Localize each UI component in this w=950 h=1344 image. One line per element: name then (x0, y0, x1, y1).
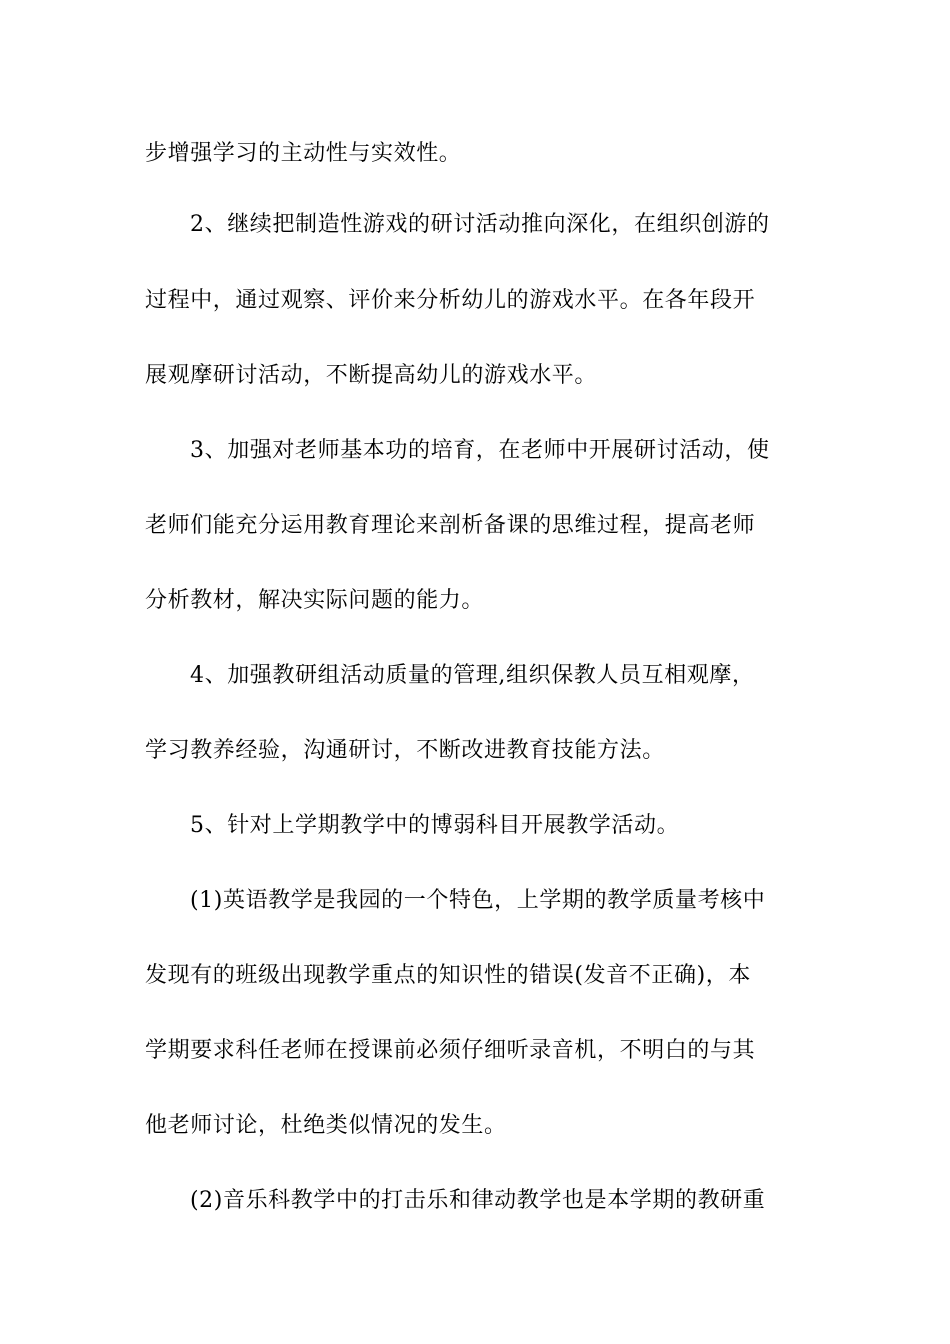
paragraph-6-line-4: 他老师讨论，杜绝类似情况的发生。 (145, 1113, 507, 1138)
paragraph-3-line-1: 3、加强对老师基本功的培育，在老师中开展研讨活动，使 (190, 438, 770, 463)
paragraph-6-line-1: (1)英语教学是我园的一个特色，上学期的教学质量考核中 (190, 888, 766, 913)
paragraph-4-line-2: 学习教养经验，沟通研讨，不断改进教育技能方法。 (145, 738, 665, 763)
paragraph-2-line-2: 过程中，通过观察、评价来分析幼儿的游戏水平。在各年段开 (145, 288, 756, 313)
paragraph-2-line-1: 2、继续把制造性游戏的研讨活动推向深化，在组织创游的 (190, 212, 770, 237)
paragraph-3-line-3: 分析教材，解决实际问题的能力。 (145, 588, 485, 613)
text-line-1: 步增强学习的主动性与实效性。 (145, 141, 462, 166)
paragraph-5-line-1: 5、针对上学期教学中的博弱科目开展教学活动。 (190, 813, 680, 838)
paragraph-3-line-2: 老师们能充分运用教育理论来剖析备课的思维过程，提高老师 (145, 513, 756, 538)
paragraph-7-line-1: (2)音乐科教学中的打击乐和律动教学也是本学期的教研重 (190, 1188, 766, 1213)
paragraph-6-line-2: 发现有的班级出现教学重点的知识性的错误(发音不正确)，本 (145, 963, 751, 988)
paragraph-2-line-3: 展观摩研讨活动，不断提高幼儿的游戏水平。 (145, 363, 598, 388)
paragraph-6-line-3: 学期要求科任老师在授课前必须仔细听录音机，不明白的与其 (145, 1038, 756, 1063)
paragraph-4-line-1: 4、加强教研组活动质量的管理,组织保教人员互相观摩， (190, 663, 755, 688)
